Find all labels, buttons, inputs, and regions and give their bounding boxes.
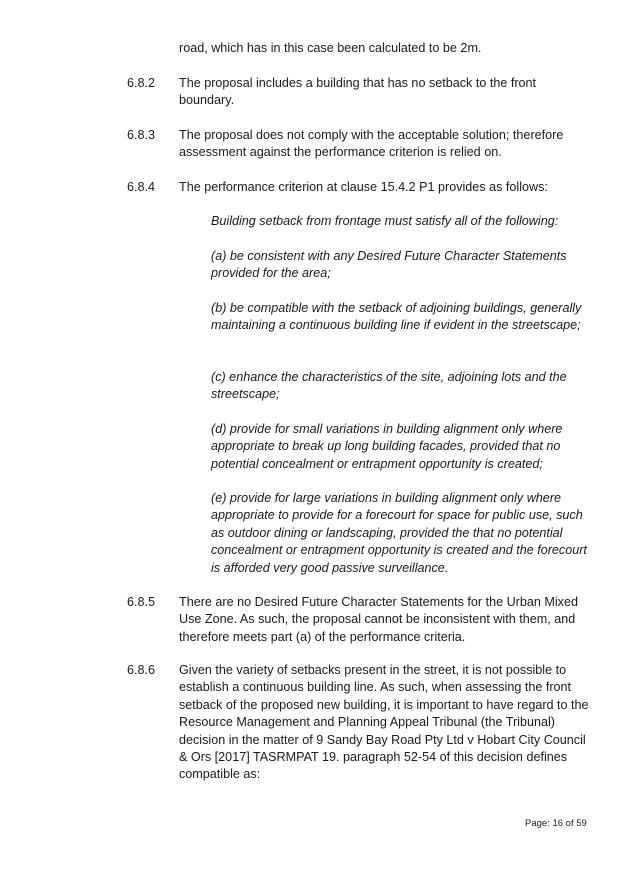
quote-item-b: (b) be compatible with the setback of adjoining buildings, generally maintaining a continuous building line if evident in the streetscape; (211, 301, 582, 333)
paragraph-text: The proposal does not comply with the acceptable solution; therefore assessment against the performance criterion is relied on. (179, 128, 564, 160)
paragraph-number: 6.8.2 (127, 76, 156, 90)
paragraph-number: 6.8.6 (127, 663, 156, 677)
continuation-text: road, which has in this case been calculated to be 2m. (179, 41, 482, 55)
paragraph-number: 6.8.3 (127, 128, 156, 142)
paragraph-text: Given the variety of setbacks present in the street, it is not possible to establish a continuous building line. As such, when assessing the front setback of the proposed new building, it is important to have regard to the Resource Management and Planning Appeal Tribunal (the Tribunal) decision in the matter of 9 Sandy Bay Road Pty Ltd v Hobart City Council & Ors [2017] TASRMPAT 19. paragraph 52-54 of this decision defines compatible as: (179, 663, 589, 782)
quote-item-a: (a) be consistent with any Desired Future Character Statements provided for the area; (211, 249, 567, 281)
paragraph-number: 6.8.5 (127, 595, 156, 609)
quote-intro: Building setback from frontage must satisfy all of the following: (211, 214, 559, 228)
page-number-footer: Page: 16 of 59 (525, 818, 587, 829)
paragraph-number: 6.8.4 (127, 180, 156, 194)
quote-item-d: (d) provide for small variations in building alignment only where appropriate to break up long building facades, provided that no potential concealment or entrapment opportunity is created; (211, 422, 563, 471)
paragraph-text: There are no Desired Future Character Statements for the Urban Mixed Use Zone. As such, the proposal cannot be inconsistent with them, and therefore meets part (a) of the performance criteria. (179, 595, 578, 644)
paragraph-text: The performance criterion at clause 15.4.2 P1 provides as follows: (179, 180, 548, 194)
paragraph-text: The proposal includes a building that has no setback to the front boundary. (179, 76, 537, 108)
quote-item-e: (e) provide for large variations in building alignment only where appropriate to provide for a forecourt for space for public use, such as outdoor dining or landscaping, provided the that no potential concealment or entrapment opportunity is created and the forecourt is afforded very good passive surveillance. (211, 491, 587, 575)
quote-item-c: (c) enhance the characteristics of the site, adjoining lots and the streetscape; (211, 370, 567, 402)
